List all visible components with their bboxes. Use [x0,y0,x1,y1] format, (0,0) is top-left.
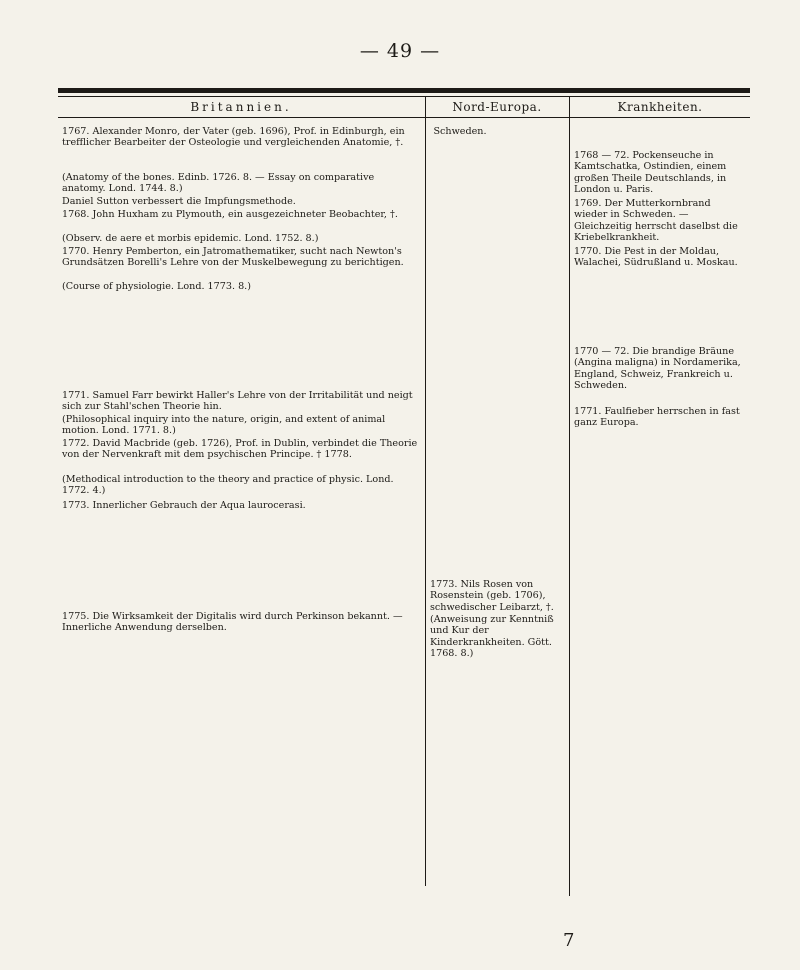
signature-mark: 7 [563,930,575,951]
entry-farr: 1771. Samuel Farr bewirkt Haller's Lehre von der Irritabilität und neigt sich zur Stahl'schen Theorie hin. [62,390,413,413]
entry-faulfieber: 1771. Faulfieber herrschen in fast ganz Europa. [574,406,740,429]
entry-monro: 1767. Alexander Monro, der Vater (geb. 1696), Prof. in Edinburgh, ein trefflicher Bearbeiter der Osteologie und vergleichenden Anatomie, †. [62,126,405,149]
entry-pest: 1770. Die Pest in der Moldau, Walachei, Südrußland u. Moskau. [574,246,738,269]
entry-pemberton-works: (Course of physiologie. Lond. 1773. 8.) [62,281,251,292]
entry-huxham-works: (Observ. de aere et morbis epidemic. Lond. 1752. 8.) [62,233,319,244]
entry-braune: 1770 — 72. Die brandige Bräune (Angina maligna) in Nordamerika, England, Schweiz, Frankreich u. Schweden. [574,346,741,392]
entry-pemberton: 1770. Henry Pemberton, ein Jatromathematiker, sucht nach Newton's Grundsätzen Borelli's Lehre von der Muskelbewegung zu berichtigen. [62,246,404,269]
entry-aqua-laurocerasi: 1773. Innerlicher Gebrauch der Aqua laurocerasi. [62,500,306,511]
column-header-nord-europa: Nord-Europa. [452,100,542,114]
entry-sutton: Daniel Sutton verbessert die Impfungsmethode. [62,196,296,207]
entry-monro-works: (Anatomy of the bones. Edinb. 1726. 8. — Essay on comparative anatomy. Lond. 1744. 8.) [62,172,375,195]
entry-macbride: 1772. David Macbride (geb. 1726), Prof. in Dublin, verbindet die Theorie von der Nervenkraft mit dem psychischen Principe. † 1778. [62,438,418,461]
column-header-krankheiten: Krankheiten. [617,100,703,114]
country-schweden: Schweden. [433,126,487,137]
entry-rosenstein: 1773. Nils Rosen von Rosenstein (geb. 1706), schwedischer Leibarzt, †. [430,579,554,613]
column-divider-1 [425,96,426,886]
entry-macbride-works: (Methodical introduction to the theory and practice of physic. Lond. 1772. 4.) [62,474,394,497]
entry-farr-works: (Philosophical inquiry into the nature, origin, and extent of animal motion. Lond. 1771. 8.) [62,414,386,437]
column-header-britannien: Britannien. [190,100,292,114]
column-divider-2 [569,96,570,896]
entry-digitalis: 1775. Die Wirksamkeit der Digitalis wird durch Perkinson bekannt. — Innerliche Anwendung derselben. [62,611,403,634]
entry-pockenseuche: 1768 — 72. Pockenseuche in Kamtschatka, Ostindien, einem großen Theile Deutschlands, in London u. Paris. [574,150,727,196]
entry-rosenstein-works: (Anweisung zur Kenntniß und Kur der Kinderkrankheiten. Gött. 1768. 8.) [430,614,554,660]
header-rule-bottom [58,117,750,118]
entry-huxham: 1768. John Huxham zu Plymouth, ein ausgezeichneter Beobachter, †. [62,209,398,220]
entry-mutterkornbrand: 1769. Der Mutterkornbrand wieder in Schweden. — Gleichzeitig herrscht daselbst die Kriebelkrankheit. [574,198,738,244]
header-rule-thin [58,96,750,97]
page-number: — 49 — [359,40,441,62]
header-rule-thick [58,88,750,93]
